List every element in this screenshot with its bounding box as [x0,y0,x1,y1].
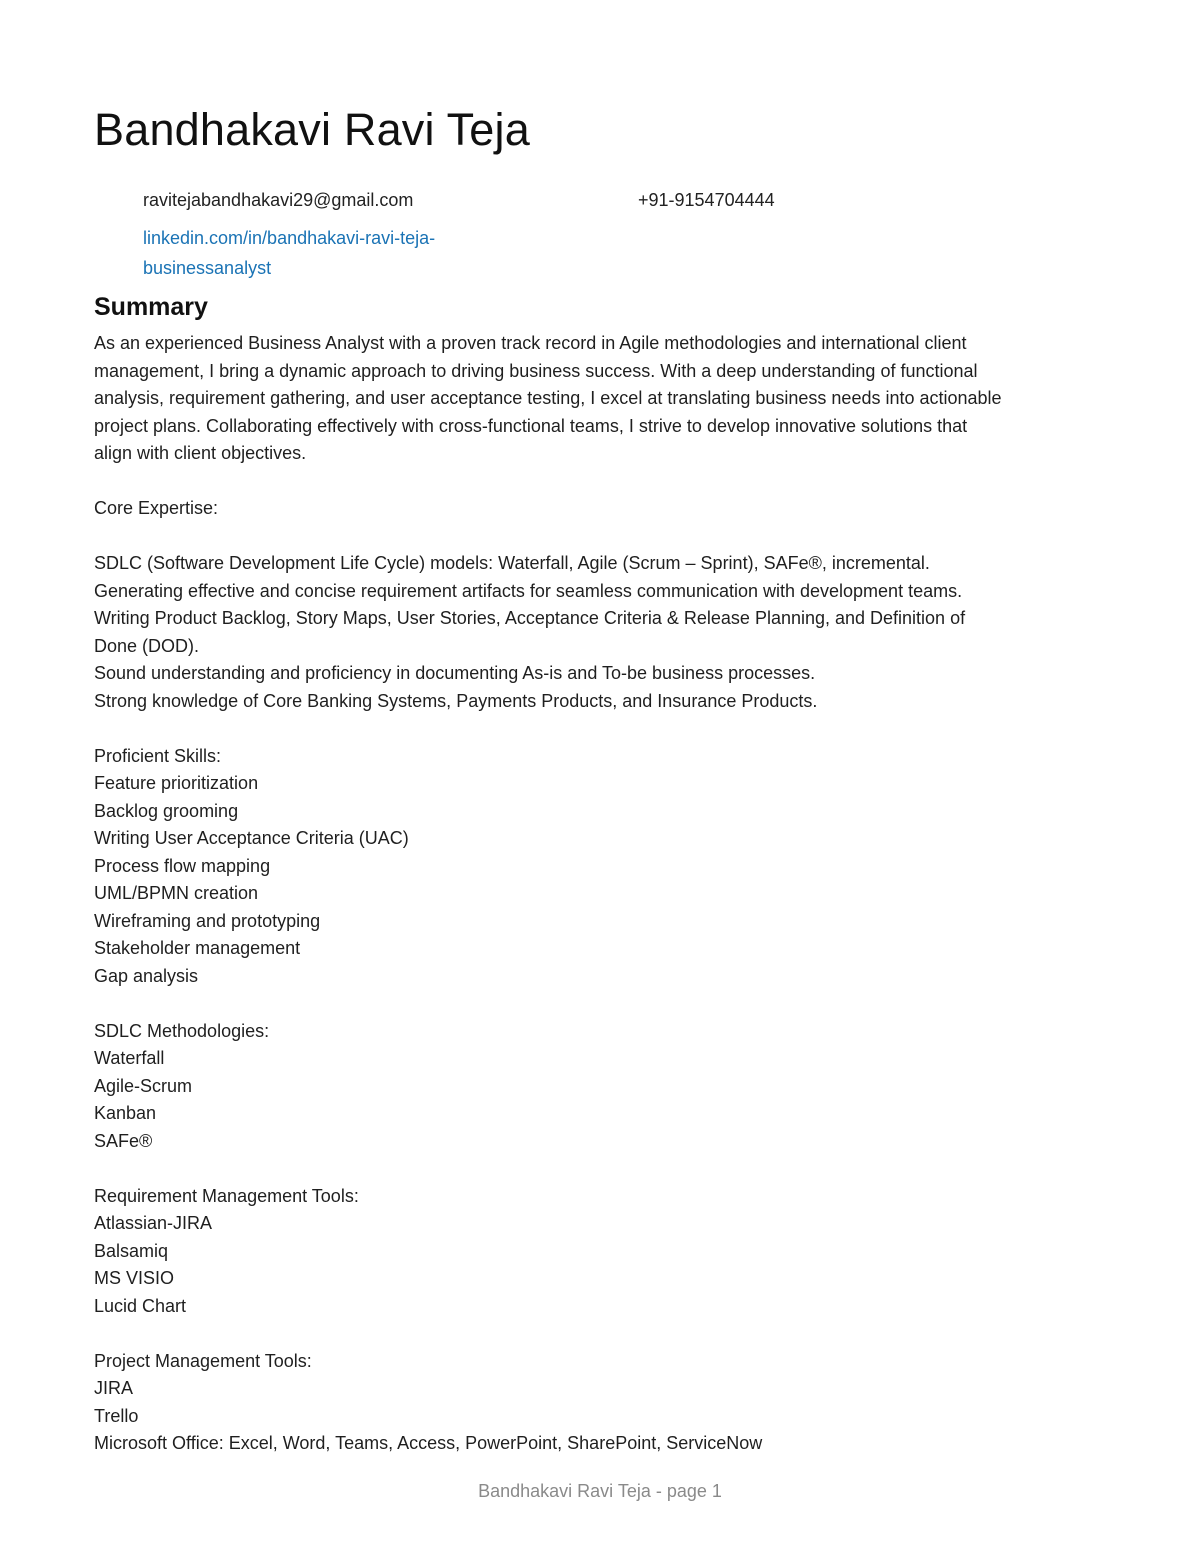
spacer [94,715,1104,743]
core-expertise-line: SDLC (Software Development Life Cycle) models: Waterfall, Agile (Scrum – Sprint), SAFe®, incremental. [94,553,930,573]
requirement-tools-heading: Requirement Management Tools: [94,1185,359,1206]
skill-item: Writing User Acceptance Criteria (UAC) [94,828,409,848]
requirement-tool-item: Balsamiq [94,1240,169,1261]
project-tool-item: JIRA [94,1378,134,1398]
methodology-item: Waterfall [94,1048,165,1068]
summary-body [94,330,1104,1458]
spacer [94,990,1104,1018]
candidate-name: Bandhakavi Ravi Teja [94,104,530,155]
project-tool-item: Microsoft Office: Excel, Word, Teams, Access, PowerPoint, SharePoint, ServiceNow [94,1433,763,1453]
methodology-item: Kanban [94,1103,157,1123]
spacer [94,468,1104,496]
skill-item: Process flow mapping [94,855,271,876]
spacer [94,1155,1104,1183]
summary-heading: Summary [94,293,208,321]
core-expertise-heading: Core Expertise: [94,498,219,518]
summary-line: align with client objectives. [94,443,307,463]
methodology-item: Agile-Scrum [94,1075,193,1096]
skill-item: Wireframing and prototyping [94,910,321,931]
core-expertise-line: Generating effective and concise requirement artifacts for seamless communication with development teams. [94,580,963,601]
methodology-item: SAFe® [94,1130,153,1151]
email-address: ravitejabandhakavi29@gmail.com [143,190,414,210]
proficient-skills-heading: Proficient Skills: [94,745,222,766]
skill-item: UML/BPMN creation [94,883,259,903]
summary-line: analysis, requirement gathering, and user acceptance testing, I excel at translating business needs into actionable [94,388,1002,408]
skill-item: Feature prioritization [94,773,259,793]
spacer [94,523,1104,551]
linkedin-link-line-1: linkedin.com/in/bandhakavi-ravi-teja- [143,228,436,248]
skill-item: Stakeholder management [94,938,301,958]
page-footer: Bandhakavi Ravi Teja - page 1 [478,1481,722,1501]
requirement-tool-item: MS VISIO [94,1268,175,1288]
project-tools-heading: Project Management Tools: [94,1350,312,1371]
core-expertise-line: Writing Product Backlog, Story Maps, User Stories, Acceptance Criteria & Release Planning, and Definition of [94,608,966,628]
spacer [94,1320,1104,1348]
phone-number: +91-9154704444 [638,190,775,210]
skill-item: Gap analysis [94,965,199,986]
skill-item: Backlog grooming [94,800,239,821]
summary-line: management, I bring a dynamic approach to driving business success. With a deep understanding of functional [94,360,978,381]
project-tool-item: Trello [94,1405,139,1426]
summary-line: project plans. Collaborating effectively with cross-functional teams, I strive to develop innovative solutions that [94,415,968,436]
linkedin-link-line-2: businessanalyst [143,258,272,278]
linkedin-link[interactable] [143,223,503,283]
summary-line: As an experienced Business Analyst with a proven track record in Agile methodologies and international client [94,333,967,353]
core-expertise-line: Sound understanding and proficiency in documenting As-is and To-be business processes. [94,663,816,683]
core-expertise-line: Done (DOD). [94,635,200,656]
core-expertise-line: Strong knowledge of Core Banking Systems, Payments Products, and Insurance Products. [94,690,818,711]
requirement-tool-item: Lucid Chart [94,1295,187,1316]
requirement-tool-item: Atlassian-JIRA [94,1213,213,1233]
sdlc-methodologies-heading: SDLC Methodologies: [94,1020,270,1041]
